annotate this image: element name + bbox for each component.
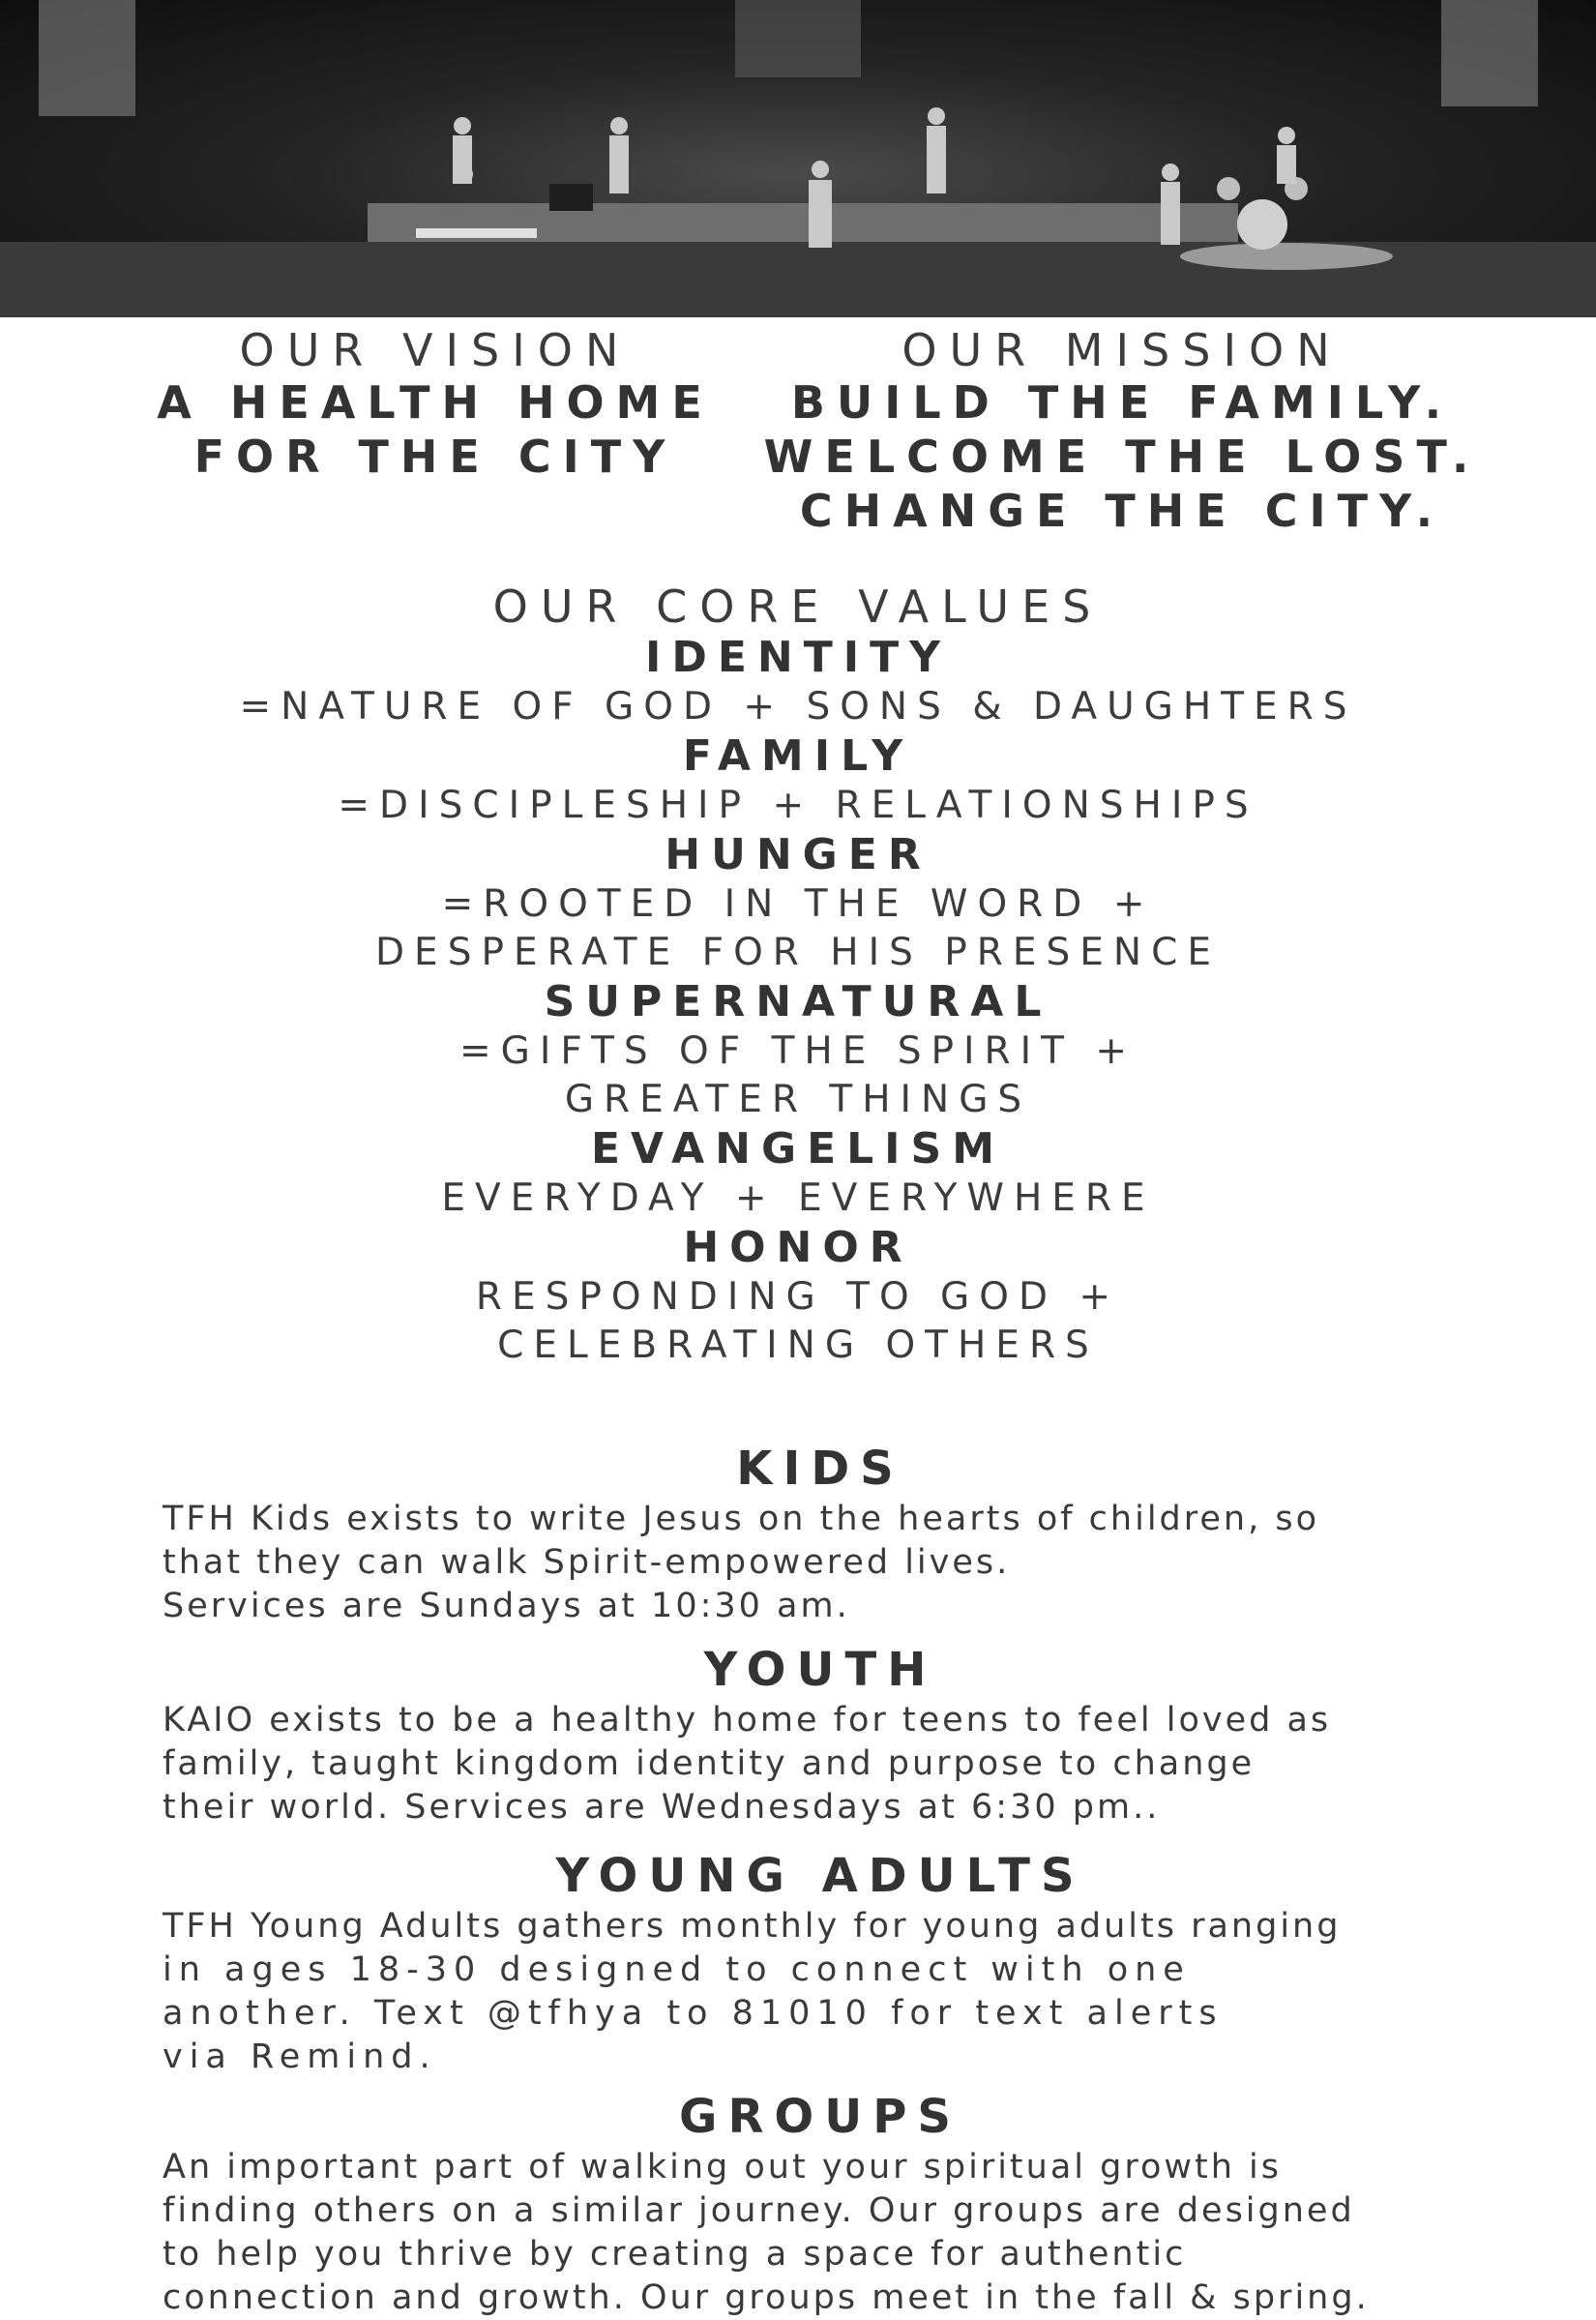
mission-line-2: WELCOME THE LOST. — [763, 431, 1481, 483]
youth-section — [163, 1641, 1478, 1829]
core-values-section — [0, 580, 1596, 1370]
youth-body: KAIO exists to be a healthy home for teens to feel loved as family, taught kingdom identity and purpose to change their world. Services are Wednesdays at 6:30 pm.. — [163, 1701, 1332, 1827]
young-adults-body-line-1: TFH Young Adults gathers monthly for young adults ranging — [163, 1907, 1342, 1946]
groups-section — [163, 2088, 1478, 2320]
value-name-hunger: HUNGER — [665, 830, 931, 879]
mission-line-3: CHANGE THE CITY. — [799, 485, 1445, 537]
kids-section — [163, 1440, 1478, 1628]
value-name-evangelism: EVANGELISM — [590, 1124, 1006, 1174]
value-name-honor: HONOR — [683, 1223, 913, 1272]
value-desc-supernatural-1: =GIFTS OF THE SPIRIT + — [458, 1029, 1138, 1073]
value-desc-honor-1: RESPONDING TO GOD + — [475, 1275, 1121, 1319]
vision-line-1: A HEALTH HOME — [157, 376, 714, 429]
kids-body: TFH Kids exists to write Jesus on the hearts of children, so that they can walk Spirit-empowered lives. Services are Sundays at 10:30 am. — [163, 1500, 1320, 1625]
value-desc-hunger-2: DESPERATE FOR HIS PRESENCE — [375, 931, 1221, 974]
vision-heading: OUR VISION — [239, 324, 632, 376]
value-desc-family: =DISCIPLESHIP + RELATIONSHIPS — [338, 784, 1258, 827]
value-desc-honor-2: CELEBRATING OTHERS — [497, 1324, 1099, 1367]
hero-photo — [0, 0, 1596, 317]
vision-section — [116, 325, 754, 484]
groups-title: GROUPS — [679, 2090, 961, 2144]
value-desc-identity: =NATURE OF GOD + SONS & DAUGHTERS — [239, 685, 1357, 729]
vision-line-2: FOR THE CITY — [193, 431, 677, 483]
value-desc-supernatural-2: GREATER THINGS — [564, 1078, 1032, 1121]
mission-line-1: BUILD THE FAMILY. — [790, 376, 1454, 429]
value-name-supernatural: SUPERNATURAL — [544, 977, 1052, 1026]
youth-title: YOUTH — [703, 1643, 937, 1697]
mission-section — [754, 325, 1490, 538]
young-adults-title: YOUNG ADULTS — [555, 1849, 1085, 1903]
stage-illustration — [0, 0, 1596, 317]
value-desc-hunger-1: =ROOTED IN THE WORD + — [441, 882, 1155, 926]
young-adults-section — [163, 1847, 1478, 2079]
value-desc-evangelism: EVERYDAY + EVERYWHERE — [441, 1176, 1155, 1220]
mission-heading: OUR MISSION — [901, 324, 1343, 376]
value-name-identity: IDENTITY — [644, 633, 952, 682]
value-name-family: FAMILY — [682, 731, 914, 781]
young-adults-body: in ages 18-30 designed to connect with one another. Text @tfhya to 81010 for text alerts via Remind. — [163, 1950, 1224, 2076]
core-values-heading: OUR CORE VALUES — [492, 580, 1104, 633]
groups-body: An important part of walking out your spiritual growth is finding others on a similar journey. Our groups are designed to help you thrive by creating a space for authentic connection and growth. Our groups meet in the fall & spring. — [163, 2148, 1370, 2317]
kids-title: KIDS — [736, 1442, 904, 1496]
